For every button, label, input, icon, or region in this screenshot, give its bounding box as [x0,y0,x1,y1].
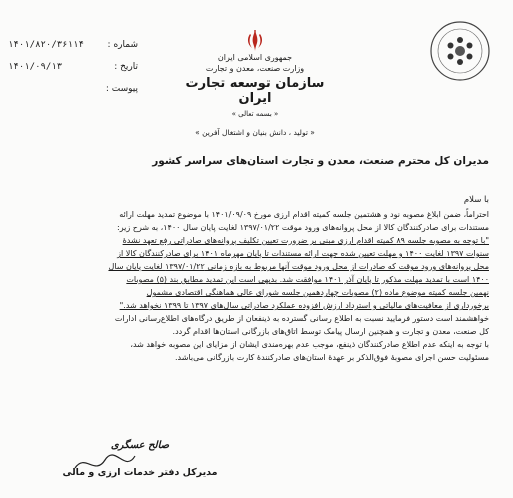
letter-paragraph [38,208,489,364]
number-value: ۱۴۰۱/۸۲۰/۳۶۱۱۴ [8,40,84,50]
number-label: شماره : [107,40,138,50]
invocation: « بسمه تعالی » [231,110,279,118]
signer-title: مدیرکل دفتر خدمات ارزی و مالی [62,467,218,478]
tpo-logo-icon [429,20,491,82]
body-line-quoted: سنوات ۱۳۹۷ لغایت ۱۴۰۰ و مهلت تعیین شده جهت ارائه مستندات تا پایان مهرماه ۱۴۰۱ برای صادرکنندگان کالا از [117,249,489,258]
year-slogan: « تولید ، دانش بنیان و اشتغال آفرین » [195,128,315,137]
body-line: خواهشمند است دستور فرمایید نسبت به اطلاع رسانی گسترده به ذینفعان از طریق درگاه‌های اطلاع‌رسانی ادارات [114,314,489,323]
body-line: احتراماً، ضمن ابلاغ مصوبه نود و هشتمین جلسه کمیته اقدام ارزی مورخ ۱۴۰۱/۰۹/۰۹ با موضوع تمدید مهلت ارائه [119,210,489,219]
letter-body [38,155,489,364]
body-line-quoted: نهمین جلسه کمیته موضوع ماده (۲) مصوبات چهاردهمین جلسه شورای عالی هماهنگی اقتصادی مشمول [146,288,489,297]
signer-name: صالح عسگری [110,440,170,451]
iran-emblem-icon [243,30,267,52]
country-name: جمهوری اسلامی ایران [217,53,293,62]
body-line-quoted: برخورداری از معافیت‌های مالیاتی و استرداد ارزش افزوده عملکرد صادراتی سال‌های ۱۳۹۷ تا ۱۳۹۹ نخواهد شد." [119,301,489,310]
date-label: تاریخ : [114,62,138,72]
addressee: مدیران کل محترم صنعت، معدن و تجارت استان‌های سراسر کشور [152,155,489,167]
date-value: ۱۴۰۱/۰۹/۱۳ [8,62,63,72]
body-line-quoted: محل پروانه‌های ورود موقت که صادرات از محل ورود موقت آنها مربوط به بازه زمانی ۱۳۹۷/۰۱/۲۲ لغایت پایان سال [108,262,489,271]
attachment-label: پیوست : [105,84,138,94]
body-line-quoted: "با توجه به مصوبه جلسه ۸۹ کمیته اقدام ارزی مبنی بر ضرورت تعیین تکلیف پروانه‌های صادراتی رفع تعهد نشدۀ [122,236,489,245]
body-line: با توجه به اینکه عدم اطلاع صادرکنندگان ذینفع، موجب عدم بهره‌مندی ایشان از مزایای این مصوبه خواهد شد، [130,340,489,349]
greeting: با سلام [463,195,489,205]
body-line: مستندات برای صادرکنندگان کالا از محل پروانه‌های ورود موقت ۱۳۹۷/۰۱/۲۲ لغایت پایان سال ۱۴۰۰، به شرح زیر: [117,223,489,232]
body-line-quoted: ۱۴۰۰ است با تمدید مهلت مذکور تا پایان آذر ۱۴۰۱ موافقت شد. بدیهی است این تمدید مطابق بند (۵) مصوبات [126,275,489,284]
body-line: مسئولیت حسن اجرای مصوبۀ فوق‌الذکر بر عهدۀ استان‌های صادرکنندۀ کارت بازرگانی می‌باشد. [175,353,489,362]
handwritten-signature-icon [70,448,140,478]
body-line: کل صنعت، معدن و تجارت و همچنین ارسال پیامک توسط اتاق‌های بازرگانی استان‌ها اقدام گردد. [172,327,489,336]
organization-name: سازمان توسعه تجارت ایران [185,76,325,106]
ministry-name: وزارت صنعت، معدن و تجارت [205,64,305,73]
signature-block [60,440,220,478]
letterhead [170,30,340,137]
